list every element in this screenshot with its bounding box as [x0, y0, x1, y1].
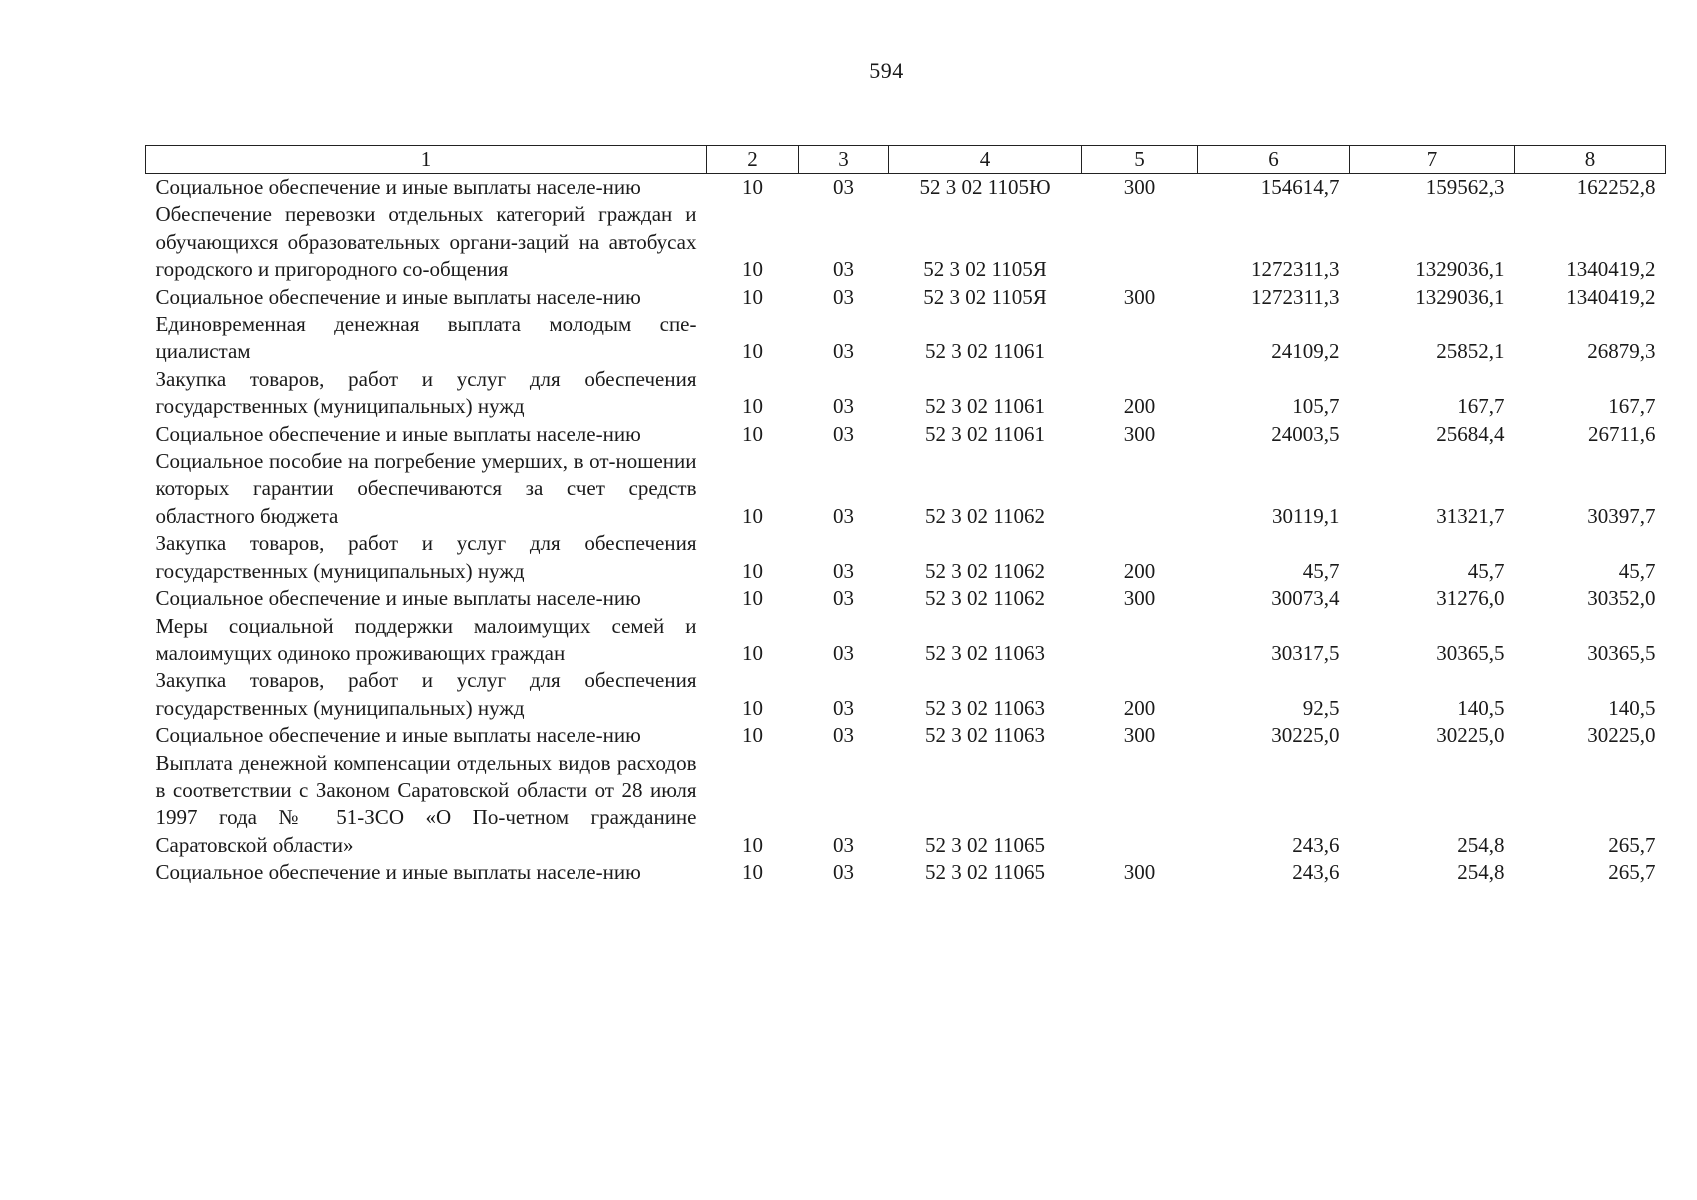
expense-name-cell: Социальное обеспечение и иные выплаты населе-нию — [155, 586, 641, 611]
target-article-code-cell: 52 3 02 11062 — [925, 558, 1045, 583]
subsection-code-cell: 03 — [833, 860, 854, 885]
column-header-6: 6 — [1198, 146, 1350, 174]
table-row — [146, 750, 1666, 860]
table-row — [146, 859, 1666, 886]
section-code-cell: 10 — [742, 558, 763, 583]
subsection-code-cell: 03 — [833, 257, 854, 282]
amount-year2-cell: 30365,5 — [1436, 640, 1505, 665]
expense-name-cell: Социальное обеспечение и иные выплаты населе-нию — [155, 175, 641, 199]
expense-type-code-cell — [1082, 201, 1198, 283]
expense-name-cell: Единовременная денежная выплата молодым спе-циалистам — [155, 312, 697, 364]
target-article-code-cell: 52 3 02 11061 — [925, 421, 1045, 446]
table-row — [146, 421, 1666, 448]
table-row — [146, 311, 1666, 366]
amount-year1-cell: 92,5 — [1302, 695, 1340, 720]
amount-year3-cell: 30365,5 — [1587, 640, 1656, 665]
table-row — [146, 448, 1666, 530]
expense-name-cell: Социальное обеспечение и иные выплаты населе-нию — [155, 723, 641, 748]
expense-name-cell: Социальное обеспечение и иные выплаты населе-нию — [155, 284, 641, 309]
page-number: 594 — [869, 58, 904, 83]
section-code-cell: 10 — [742, 695, 763, 720]
column-header-3: 3 — [799, 146, 889, 174]
expense-name-cell: Социальное обеспечение и иные выплаты населе-нию — [155, 860, 641, 885]
subsection-code-cell: 03 — [833, 339, 854, 364]
subsection-code-cell: 03 — [833, 558, 854, 583]
target-article-code-cell: 52 3 02 11063 — [925, 695, 1045, 720]
column-header-8: 8 — [1515, 146, 1666, 174]
expense-type-code-cell — [1082, 448, 1198, 530]
amount-year3-cell: 45,7 — [1618, 558, 1656, 583]
target-article-code-cell: 52 3 02 11061 — [925, 339, 1045, 364]
amount-year2-cell: 167,7 — [1457, 394, 1505, 419]
expense-name-cell: Закупка товаров, работ и услуг для обеспечения государственных (муниципальных) нужд — [155, 366, 697, 419]
expense-type-code-cell: 300 — [1123, 421, 1156, 446]
subsection-code-cell: 03 — [833, 284, 854, 309]
amount-year2-cell: 1329036,1 — [1415, 257, 1505, 282]
expense-type-code-cell: 300 — [1123, 586, 1156, 611]
amount-year1-cell: 45,7 — [1302, 558, 1340, 583]
subsection-code-cell: 03 — [833, 503, 854, 528]
target-article-code-cell: 52 3 02 11062 — [925, 503, 1045, 528]
column-header-5: 5 — [1082, 146, 1198, 174]
amount-year3-cell: 265,7 — [1608, 860, 1656, 885]
section-code-cell: 10 — [742, 284, 763, 309]
table-row — [146, 667, 1666, 722]
expense-name-cell: Меры социальной поддержки малоимущих семей и малоимущих одиноко проживающих граждан — [155, 613, 697, 665]
expense-type-code-cell — [1082, 311, 1198, 366]
amount-year1-cell: 24109,2 — [1271, 339, 1340, 364]
amount-year3-cell: 162252,8 — [1576, 175, 1656, 199]
section-code-cell: 10 — [742, 586, 763, 611]
subsection-code-cell: 03 — [833, 586, 854, 611]
expense-type-code-cell: 200 — [1123, 558, 1156, 583]
target-article-code-cell: 52 3 02 11065 — [925, 832, 1045, 857]
table-row — [146, 585, 1666, 612]
amount-year2-cell: 45,7 — [1467, 558, 1505, 583]
section-code-cell: 10 — [742, 860, 763, 885]
amount-year2-cell: 25684,4 — [1436, 421, 1505, 446]
expense-name-cell: Выплата денежной компенсации отдельных видов расходов в соответствии с Законом Саратовской области от 28 июля 1997 года № 51-ЗСО «О По-четном гражданине Саратовской области» — [155, 750, 697, 857]
column-header-1: 1 — [146, 146, 707, 174]
column-header-7: 7 — [1350, 146, 1515, 174]
amount-year1-cell: 30225,0 — [1271, 723, 1340, 748]
budget-table — [145, 145, 1666, 887]
expense-type-code-cell: 200 — [1123, 394, 1156, 419]
subsection-code-cell: 03 — [833, 175, 854, 199]
amount-year3-cell: 140,5 — [1608, 695, 1656, 720]
table-body — [146, 174, 1666, 887]
subsection-code-cell: 03 — [833, 394, 854, 419]
target-article-code-cell: 52 3 02 11062 — [925, 586, 1045, 611]
expense-type-code-cell: 200 — [1123, 695, 1156, 720]
column-header-2: 2 — [707, 146, 799, 174]
amount-year1-cell: 24003,5 — [1271, 421, 1340, 446]
section-code-cell: 10 — [742, 832, 763, 857]
section-code-cell: 10 — [742, 640, 763, 665]
amount-year1-cell: 30119,1 — [1272, 503, 1340, 528]
section-code-cell: 10 — [742, 175, 763, 199]
section-code-cell: 10 — [742, 339, 763, 364]
amount-year2-cell: 31276,0 — [1436, 586, 1505, 611]
amount-year2-cell: 254,8 — [1457, 832, 1505, 857]
amount-year3-cell: 1340419,2 — [1566, 257, 1656, 282]
target-article-code-cell: 52 3 02 11061 — [925, 394, 1045, 419]
expense-type-code-cell — [1082, 613, 1198, 668]
table-row — [146, 284, 1666, 311]
expense-name-cell: Социальное обеспечение и иные выплаты населе-нию — [155, 421, 641, 446]
expense-type-code-cell: 300 — [1123, 284, 1156, 309]
amount-year1-cell: 154614,7 — [1260, 175, 1340, 199]
section-code-cell: 10 — [742, 503, 763, 528]
target-article-code-cell: 52 3 02 1105Я — [923, 284, 1047, 309]
amount-year2-cell: 254,8 — [1457, 860, 1505, 885]
amount-year1-cell: 1272311,3 — [1251, 257, 1340, 282]
amount-year1-cell: 30073,4 — [1271, 586, 1340, 611]
section-code-cell: 10 — [742, 421, 763, 446]
amount-year2-cell: 159562,3 — [1425, 175, 1505, 199]
subsection-code-cell: 03 — [833, 640, 854, 665]
amount-year2-cell: 1329036,1 — [1415, 284, 1505, 309]
amount-year1-cell: 243,6 — [1292, 832, 1340, 857]
target-article-code-cell: 52 3 02 11063 — [925, 640, 1045, 665]
target-article-code-cell: 52 3 02 1105Ю — [919, 175, 1051, 199]
amount-year3-cell: 167,7 — [1608, 394, 1656, 419]
amount-year1-cell: 30317,5 — [1271, 640, 1340, 665]
subsection-code-cell: 03 — [833, 832, 854, 857]
amount-year2-cell: 31321,7 — [1436, 503, 1505, 528]
expense-type-code-cell: 300 — [1123, 175, 1156, 199]
target-article-code-cell: 52 3 02 11063 — [925, 723, 1045, 748]
amount-year1-cell: 1272311,3 — [1251, 284, 1340, 309]
target-article-code-cell: 52 3 02 11065 — [925, 860, 1045, 885]
amount-year3-cell: 265,7 — [1608, 832, 1656, 857]
section-code-cell: 10 — [742, 723, 763, 748]
column-header-4: 4 — [889, 146, 1082, 174]
table-row — [146, 201, 1666, 283]
amount-year3-cell: 30397,7 — [1587, 503, 1656, 528]
amount-year3-cell: 26879,3 — [1587, 339, 1656, 364]
subsection-code-cell: 03 — [833, 695, 854, 720]
expense-name-cell: Закупка товаров, работ и услуг для обеспечения государственных (муниципальных) нужд — [155, 531, 697, 583]
amount-year2-cell: 25852,1 — [1436, 339, 1505, 364]
expense-type-code-cell: 300 — [1123, 723, 1156, 748]
amount-year2-cell: 140,5 — [1457, 695, 1505, 720]
subsection-code-cell: 03 — [833, 723, 854, 748]
expense-type-code-cell: 300 — [1123, 860, 1156, 885]
amount-year1-cell: 243,6 — [1292, 860, 1340, 885]
expense-type-code-cell — [1082, 750, 1198, 860]
subsection-code-cell: 03 — [833, 421, 854, 446]
target-article-code-cell: 52 3 02 1105Я — [923, 257, 1047, 282]
amount-year3-cell: 30352,0 — [1587, 586, 1656, 611]
expense-name-cell: Социальное пособие на погребение умерших, в от-ношении которых гарантии обеспечиваются за счет средств областного бюджета — [155, 449, 697, 528]
amount-year3-cell: 30225,0 — [1587, 723, 1656, 748]
table-row — [146, 366, 1666, 421]
amount-year3-cell: 1340419,2 — [1566, 284, 1656, 309]
amount-year2-cell: 30225,0 — [1436, 723, 1505, 748]
expense-name-cell: Обеспечение перевозки отдельных категорий граждан и обучающихся образовательных органи-заций на автобусах городского и пригородного со-общения — [155, 202, 697, 282]
amount-year1-cell: 105,7 — [1292, 394, 1340, 419]
amount-year3-cell: 26711,6 — [1588, 421, 1656, 446]
table-row — [146, 722, 1666, 749]
table-row — [146, 174, 1666, 202]
column-number-header-row — [146, 146, 1666, 174]
section-code-cell: 10 — [742, 394, 763, 419]
expense-name-cell: Закупка товаров, работ и услуг для обеспечения государственных (муниципальных) нужд — [155, 668, 697, 720]
table-row — [146, 530, 1666, 585]
table-row — [146, 613, 1666, 668]
section-code-cell: 10 — [742, 257, 763, 282]
